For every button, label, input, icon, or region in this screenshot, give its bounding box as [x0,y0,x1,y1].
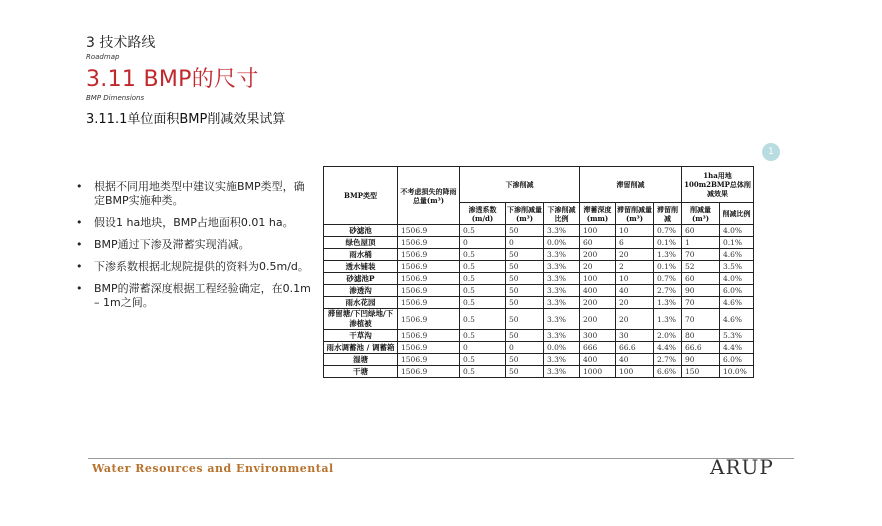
store-ratio-cell: 4.4% [654,342,682,354]
store-ratio-cell: 0.7% [654,225,682,237]
footer-divider [88,458,794,459]
table-row [324,225,754,237]
bmp-type-cell: 滞留塘/下凹绿地/下渗植被 [324,309,398,330]
infil-ratio-cell: 0.0% [544,237,580,249]
header-store-volume: 滞留削减量(m³) [617,204,652,223]
total-volume-cell: 60 [682,225,720,237]
store-ratio-cell: 0.7% [654,273,682,285]
store-volume-cell: 66.6 [616,342,654,354]
total-ratio-cell: 3.5% [720,261,754,273]
infil-coef-cell: 0.5 [460,297,506,309]
total-volume-cell: 70 [682,309,720,330]
infil-coef-cell: 0.5 [460,261,506,273]
store-volume-cell: 30 [616,330,654,342]
infil-ratio-cell: 3.3% [544,330,580,342]
arup-logo: ARUP [710,455,774,479]
infil-volume-cell: 50 [506,285,544,297]
total-volume-cell: 66.6 [682,342,720,354]
infil-ratio-cell: 3.3% [544,297,580,309]
infil-ratio-cell: 3.3% [544,285,580,297]
infil-ratio-cell: 3.3% [544,273,580,285]
infil-coef-cell: 0.5 [460,249,506,261]
store-depth-cell: 200 [580,309,616,330]
infil-volume-cell: 50 [506,225,544,237]
table-row [324,330,754,342]
rainfall-cell: 1506.9 [398,354,460,366]
infil-volume-cell: 0 [506,237,544,249]
infil-coef-cell: 0.5 [460,285,506,297]
bullet-item: • BMP通过下渗及滞蓄实现消减。 [72,238,312,252]
infil-volume-cell: 50 [506,366,544,378]
infil-coef-cell: 0.5 [460,354,506,366]
rainfall-cell: 1506.9 [398,309,460,330]
bmp-type-cell: 砂滤池P [324,273,398,285]
header-storage: 滞留削减 [580,167,682,203]
rainfall-cell: 1506.9 [398,261,460,273]
header-infil-ratio: 下渗削减比例 [544,203,580,225]
infil-coef-cell: 0.5 [460,225,506,237]
header-store-ratio: 滞留削减 [654,203,682,225]
total-ratio-cell: 5.3% [720,330,754,342]
bullet-item: • BMP的滞蓄深度根据工程经验确定，在0.1m – 1m之间。 [72,282,312,310]
store-volume-cell: 20 [616,309,654,330]
store-depth-cell: 100 [580,225,616,237]
rainfall-cell: 1506.9 [398,330,460,342]
store-ratio-cell: 1.3% [654,249,682,261]
store-volume-cell: 2 [616,261,654,273]
infil-ratio-cell: 3.3% [544,354,580,366]
header-infiltration: 下渗削减 [460,167,580,203]
infil-volume-cell: 50 [506,330,544,342]
infil-coef-cell: 0.5 [460,330,506,342]
bullet-item: • 根据不同用地类型中建议实施BMP类型，确定BMP实施种类。 [72,180,312,208]
total-volume-cell: 60 [682,273,720,285]
section-subtitle: Roadmap [86,53,120,61]
store-depth-cell: 60 [580,237,616,249]
store-depth-cell: 100 [580,273,616,285]
infil-ratio-cell: 3.3% [544,261,580,273]
bmp-type-cell: 砂滤池 [324,225,398,237]
infil-ratio-cell: 3.3% [544,366,580,378]
rainfall-cell: 1506.9 [398,249,460,261]
bmp-type-cell: 雨水调蓄池 / 调蓄箱 [324,342,398,354]
store-depth-cell: 400 [580,354,616,366]
rainfall-cell: 1506.9 [398,297,460,309]
bmp-type-cell: 干草沟 [324,330,398,342]
rainfall-cell: 1506.9 [398,366,460,378]
store-ratio-cell: 1.3% [654,309,682,330]
infil-ratio-cell: 3.3% [544,309,580,330]
header-total-effect: 1ha用地100m2BMP总体削减效果 [682,167,754,203]
table-row [324,309,754,330]
total-ratio-cell: 6.0% [720,354,754,366]
infil-coef-cell: 0.5 [460,273,506,285]
infil-volume-cell: 50 [506,354,544,366]
store-volume-cell: 10 [616,225,654,237]
bmp-type-cell: 渗透沟 [324,285,398,297]
store-volume-cell: 20 [616,297,654,309]
bmp-type-cell: 绿色屋顶 [324,237,398,249]
total-volume-cell: 90 [682,354,720,366]
store-ratio-cell: 2.7% [654,285,682,297]
infil-ratio-cell: 3.3% [544,225,580,237]
subsection-title: 3.11.1单位面积BMP削减效果试算 [86,112,286,127]
infil-volume-cell: 0 [506,342,544,354]
bullet-list [72,180,312,318]
infil-coef-cell: 0 [460,342,506,354]
total-volume-cell: 52 [682,261,720,273]
store-volume-cell: 6 [616,237,654,249]
header-total-ratio: 削减比例 [720,203,754,225]
header-infil-coef: 渗透系数(m/d) [460,203,506,225]
infil-coef-cell: 0 [460,237,506,249]
store-ratio-cell: 2.0% [654,330,682,342]
rainfall-cell: 1506.9 [398,273,460,285]
bmp-type-cell: 湿塘 [324,354,398,366]
total-ratio-cell: 4.0% [720,273,754,285]
store-ratio-cell: 1.3% [654,297,682,309]
store-depth-cell: 1000 [580,366,616,378]
rainfall-cell: 1506.9 [398,237,460,249]
total-ratio-cell: 4.6% [720,297,754,309]
store-volume-cell: 100 [616,366,654,378]
store-depth-cell: 200 [580,249,616,261]
table-row [324,249,754,261]
total-volume-cell: 150 [682,366,720,378]
store-ratio-cell: 0.1% [654,237,682,249]
footer-text: Water Resources and Environmental [92,462,334,475]
store-volume-cell: 20 [616,249,654,261]
table-row [324,237,754,249]
rainfall-cell: 1506.9 [398,285,460,297]
rainfall-cell: 1506.9 [398,342,460,354]
bmp-type-cell: 雨水桶 [324,249,398,261]
header-rainfall: 不考虑损失的降雨总量(m³) [398,167,460,225]
infil-volume-cell: 50 [506,249,544,261]
bullet-item: • 下渗系数根据北规院提供的资料为0.5m/d。 [72,260,312,274]
store-ratio-cell: 6.6% [654,366,682,378]
table-row [324,354,754,366]
page-title: 3.11 BMP的尺寸 [86,67,259,92]
infil-volume-cell: 50 [506,309,544,330]
store-ratio-cell: 0.1% [654,261,682,273]
total-ratio-cell: 0.1% [720,237,754,249]
header-infil-volume: 下渗削减量(m³) [507,204,542,223]
header-bmp-type: BMP类型 [324,167,398,225]
table-row [324,273,754,285]
store-depth-cell: 200 [580,297,616,309]
table-row [324,285,754,297]
store-depth-cell: 300 [580,330,616,342]
total-ratio-cell: 4.6% [720,249,754,261]
section-title: 3 技术路线 [86,35,156,51]
store-volume-cell: 40 [616,354,654,366]
infil-coef-cell: 0.5 [460,309,506,330]
infil-volume-cell: 50 [506,297,544,309]
bmp-type-cell: 雨水花园 [324,297,398,309]
store-depth-cell: 400 [580,285,616,297]
infil-coef-cell: 0.5 [460,366,506,378]
table-row [324,261,754,273]
store-depth-cell: 20 [580,261,616,273]
total-ratio-cell: 10.0% [720,366,754,378]
table-row [324,297,754,309]
bmp-table [323,166,754,378]
store-volume-cell: 10 [616,273,654,285]
header-total-volume: 削减量(m³) [682,203,720,225]
total-volume-cell: 70 [682,249,720,261]
store-depth-cell: 666 [580,342,616,354]
table-row [324,342,754,354]
table-row [324,366,754,378]
page-subtitle: BMP Dimensions [86,94,145,102]
total-ratio-cell: 6.0% [720,285,754,297]
total-volume-cell: 1 [682,237,720,249]
infil-volume-cell: 50 [506,261,544,273]
header-store-depth: 滞蓄深度(mm) [580,203,616,225]
bmp-type-cell: 透水铺装 [324,261,398,273]
store-ratio-cell: 2.7% [654,354,682,366]
total-volume-cell: 70 [682,297,720,309]
total-volume-cell: 80 [682,330,720,342]
infil-ratio-cell: 3.3% [544,249,580,261]
infil-ratio-cell: 0.0% [544,342,580,354]
page-number-badge: 1 [762,143,780,161]
bullet-item: • 假设1 ha地块，BMP占地面积0.01 ha。 [72,216,312,230]
total-ratio-cell: 4.0% [720,225,754,237]
rainfall-cell: 1506.9 [398,225,460,237]
total-ratio-cell: 4.6% [720,309,754,330]
total-volume-cell: 90 [682,285,720,297]
store-volume-cell: 40 [616,285,654,297]
infil-volume-cell: 50 [506,273,544,285]
total-ratio-cell: 4.4% [720,342,754,354]
bmp-type-cell: 干塘 [324,366,398,378]
